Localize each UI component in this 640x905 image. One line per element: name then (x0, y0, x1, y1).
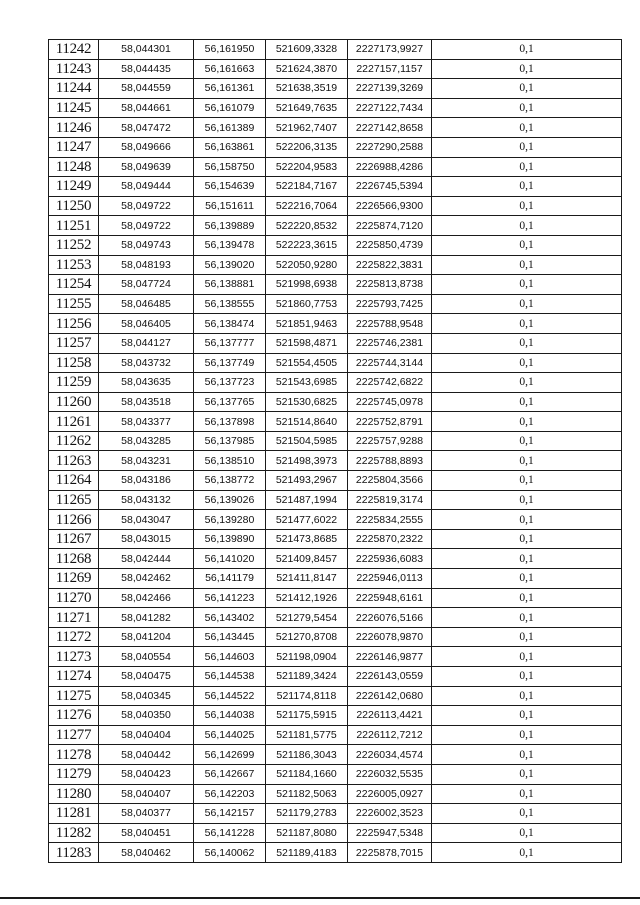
x-coordinate-cell: 522184,7167 (266, 177, 348, 197)
y-coordinate-cell: 2226002,3523 (348, 804, 432, 824)
longitude-cell: 56,137765 (194, 392, 266, 412)
table-row (49, 569, 622, 589)
latitude-cell: 58,049743 (99, 235, 194, 255)
latitude-cell: 58,040451 (99, 823, 194, 843)
longitude-cell: 56,139020 (194, 255, 266, 275)
x-coordinate-cell: 521543,6985 (266, 373, 348, 393)
accuracy-cell: 0,1 (432, 745, 622, 765)
point-number-cell: 11253 (49, 255, 99, 275)
y-coordinate-cell: 2225822,3831 (348, 255, 432, 275)
latitude-cell: 58,044559 (99, 79, 194, 99)
y-coordinate-cell: 2225878,7015 (348, 843, 432, 863)
y-coordinate-cell: 2226113,4421 (348, 706, 432, 726)
latitude-cell: 58,046405 (99, 314, 194, 334)
point-number-cell: 11249 (49, 177, 99, 197)
accuracy-cell: 0,1 (432, 98, 622, 118)
table-row (49, 745, 622, 765)
latitude-cell: 58,049444 (99, 177, 194, 197)
longitude-cell: 56,161950 (194, 40, 266, 60)
table-row (49, 314, 622, 334)
y-coordinate-cell: 2225788,8893 (348, 451, 432, 471)
point-number-cell: 11281 (49, 804, 99, 824)
y-coordinate-cell: 2225745,0978 (348, 392, 432, 412)
x-coordinate-cell: 521182,5063 (266, 784, 348, 804)
accuracy-cell: 0,1 (432, 725, 622, 745)
table-row (49, 843, 622, 863)
longitude-cell: 56,138881 (194, 275, 266, 295)
accuracy-cell: 0,1 (432, 216, 622, 236)
point-number-cell: 11250 (49, 196, 99, 216)
point-number-cell: 11283 (49, 843, 99, 863)
point-number-cell: 11251 (49, 216, 99, 236)
point-number-cell: 11262 (49, 431, 99, 451)
point-number-cell: 11258 (49, 353, 99, 373)
accuracy-cell: 0,1 (432, 431, 622, 451)
x-coordinate-cell: 521175,5915 (266, 706, 348, 726)
accuracy-cell: 0,1 (432, 275, 622, 295)
point-number-cell: 11260 (49, 392, 99, 412)
table-row (49, 59, 622, 79)
latitude-cell: 58,040377 (99, 804, 194, 824)
x-coordinate-cell: 521493,2967 (266, 471, 348, 491)
y-coordinate-cell: 2227139,3269 (348, 79, 432, 99)
point-number-cell: 11247 (49, 137, 99, 157)
longitude-cell: 56,137777 (194, 333, 266, 353)
accuracy-cell: 0,1 (432, 608, 622, 628)
latitude-cell: 58,047724 (99, 275, 194, 295)
accuracy-cell: 0,1 (432, 157, 622, 177)
accuracy-cell: 0,1 (432, 59, 622, 79)
x-coordinate-cell: 521477,6022 (266, 510, 348, 530)
latitude-cell: 58,041282 (99, 608, 194, 628)
table-row (49, 275, 622, 295)
point-number-cell: 11263 (49, 451, 99, 471)
latitude-cell: 58,042462 (99, 569, 194, 589)
latitude-cell: 58,043231 (99, 451, 194, 471)
accuracy-cell: 0,1 (432, 235, 622, 255)
x-coordinate-cell: 521174,8118 (266, 686, 348, 706)
table-row (49, 529, 622, 549)
table-row (49, 235, 622, 255)
table-row (49, 686, 622, 706)
y-coordinate-cell: 2227290,2588 (348, 137, 432, 157)
table-row (49, 823, 622, 843)
point-number-cell: 11256 (49, 314, 99, 334)
point-number-cell: 11257 (49, 333, 99, 353)
longitude-cell: 56,138474 (194, 314, 266, 334)
y-coordinate-cell: 2225757,9288 (348, 431, 432, 451)
x-coordinate-cell: 521279,5454 (266, 608, 348, 628)
y-coordinate-cell: 2225793,7425 (348, 294, 432, 314)
longitude-cell: 56,139890 (194, 529, 266, 549)
accuracy-cell: 0,1 (432, 510, 622, 530)
table-row (49, 804, 622, 824)
x-coordinate-cell: 521409,8457 (266, 549, 348, 569)
longitude-cell: 56,139889 (194, 216, 266, 236)
accuracy-cell: 0,1 (432, 764, 622, 784)
accuracy-cell: 0,1 (432, 353, 622, 373)
x-coordinate-cell: 521186,3043 (266, 745, 348, 765)
point-number-cell: 11246 (49, 118, 99, 138)
point-number-cell: 11245 (49, 98, 99, 118)
point-number-cell: 11255 (49, 294, 99, 314)
table-row (49, 118, 622, 138)
latitude-cell: 58,040462 (99, 843, 194, 863)
latitude-cell: 58,041204 (99, 627, 194, 647)
latitude-cell: 58,043186 (99, 471, 194, 491)
latitude-cell: 58,043132 (99, 490, 194, 510)
accuracy-cell: 0,1 (432, 843, 622, 863)
latitude-cell: 58,049722 (99, 196, 194, 216)
longitude-cell: 56,161663 (194, 59, 266, 79)
y-coordinate-cell: 2226112,7212 (348, 725, 432, 745)
latitude-cell: 58,040407 (99, 784, 194, 804)
x-coordinate-cell: 521179,2783 (266, 804, 348, 824)
point-number-cell: 11280 (49, 784, 99, 804)
coordinates-table-body (49, 40, 622, 863)
latitude-cell: 58,043377 (99, 412, 194, 432)
longitude-cell: 56,158750 (194, 157, 266, 177)
table-row (49, 137, 622, 157)
accuracy-cell: 0,1 (432, 647, 622, 667)
y-coordinate-cell: 2225746,2381 (348, 333, 432, 353)
x-coordinate-cell: 522206,3135 (266, 137, 348, 157)
x-coordinate-cell: 521411,8147 (266, 569, 348, 589)
longitude-cell: 56,138510 (194, 451, 266, 471)
latitude-cell: 58,043732 (99, 353, 194, 373)
x-coordinate-cell: 521498,3973 (266, 451, 348, 471)
longitude-cell: 56,163861 (194, 137, 266, 157)
latitude-cell: 58,044127 (99, 333, 194, 353)
latitude-cell: 58,043047 (99, 510, 194, 530)
longitude-cell: 56,151611 (194, 196, 266, 216)
y-coordinate-cell: 2225947,5348 (348, 823, 432, 843)
latitude-cell: 58,043635 (99, 373, 194, 393)
table-row (49, 549, 622, 569)
table-row (49, 784, 622, 804)
table-row (49, 588, 622, 608)
longitude-cell: 56,140062 (194, 843, 266, 863)
y-coordinate-cell: 2225744,3144 (348, 353, 432, 373)
accuracy-cell: 0,1 (432, 333, 622, 353)
point-number-cell: 11268 (49, 549, 99, 569)
y-coordinate-cell: 2226076,5166 (348, 608, 432, 628)
y-coordinate-cell: 2225804,3566 (348, 471, 432, 491)
y-coordinate-cell: 2225742,6822 (348, 373, 432, 393)
latitude-cell: 58,042444 (99, 549, 194, 569)
x-coordinate-cell: 521270,8708 (266, 627, 348, 647)
accuracy-cell: 0,1 (432, 196, 622, 216)
x-coordinate-cell: 522050,9280 (266, 255, 348, 275)
longitude-cell: 56,141228 (194, 823, 266, 843)
y-coordinate-cell: 2226143,0559 (348, 667, 432, 687)
y-coordinate-cell: 2225834,2555 (348, 510, 432, 530)
table-row (49, 79, 622, 99)
point-number-cell: 11242 (49, 40, 99, 60)
latitude-cell: 58,044661 (99, 98, 194, 118)
y-coordinate-cell: 2226988,4286 (348, 157, 432, 177)
accuracy-cell: 0,1 (432, 471, 622, 491)
latitude-cell: 58,048193 (99, 255, 194, 275)
longitude-cell: 56,137898 (194, 412, 266, 432)
table-row (49, 608, 622, 628)
y-coordinate-cell: 2227142,8658 (348, 118, 432, 138)
accuracy-cell: 0,1 (432, 804, 622, 824)
point-number-cell: 11248 (49, 157, 99, 177)
longitude-cell: 56,141179 (194, 569, 266, 589)
x-coordinate-cell: 522223,3615 (266, 235, 348, 255)
point-number-cell: 11259 (49, 373, 99, 393)
accuracy-cell: 0,1 (432, 667, 622, 687)
table-row (49, 627, 622, 647)
y-coordinate-cell: 2226005,0927 (348, 784, 432, 804)
table-row (49, 451, 622, 471)
x-coordinate-cell: 521962,7407 (266, 118, 348, 138)
latitude-cell: 58,040345 (99, 686, 194, 706)
longitude-cell: 56,139280 (194, 510, 266, 530)
point-number-cell: 11270 (49, 588, 99, 608)
point-number-cell: 11252 (49, 235, 99, 255)
y-coordinate-cell: 2225813,8738 (348, 275, 432, 295)
table-row (49, 471, 622, 491)
y-coordinate-cell: 2225946,0113 (348, 569, 432, 589)
latitude-cell: 58,043518 (99, 392, 194, 412)
x-coordinate-cell: 521554,4505 (266, 353, 348, 373)
table-row (49, 667, 622, 687)
accuracy-cell: 0,1 (432, 255, 622, 275)
longitude-cell: 56,161361 (194, 79, 266, 99)
x-coordinate-cell: 521860,7753 (266, 294, 348, 314)
point-number-cell: 11264 (49, 471, 99, 491)
x-coordinate-cell: 521530,6825 (266, 392, 348, 412)
longitude-cell: 56,143402 (194, 608, 266, 628)
point-number-cell: 11261 (49, 412, 99, 432)
y-coordinate-cell: 2226745,5394 (348, 177, 432, 197)
y-coordinate-cell: 2226034,4574 (348, 745, 432, 765)
point-number-cell: 11278 (49, 745, 99, 765)
point-number-cell: 11275 (49, 686, 99, 706)
longitude-cell: 56,161079 (194, 98, 266, 118)
latitude-cell: 58,043015 (99, 529, 194, 549)
latitude-cell: 58,043285 (99, 431, 194, 451)
y-coordinate-cell: 2227173,9927 (348, 40, 432, 60)
latitude-cell: 58,040423 (99, 764, 194, 784)
point-number-cell: 11269 (49, 569, 99, 589)
table-row (49, 216, 622, 236)
longitude-cell: 56,141223 (194, 588, 266, 608)
accuracy-cell: 0,1 (432, 373, 622, 393)
y-coordinate-cell: 2226078,9870 (348, 627, 432, 647)
x-coordinate-cell: 521181,5775 (266, 725, 348, 745)
table-row (49, 647, 622, 667)
x-coordinate-cell: 521504,5985 (266, 431, 348, 451)
table-row (49, 40, 622, 60)
longitude-cell: 56,144522 (194, 686, 266, 706)
latitude-cell: 58,040442 (99, 745, 194, 765)
x-coordinate-cell: 522204,9583 (266, 157, 348, 177)
point-number-cell: 11271 (49, 608, 99, 628)
accuracy-cell: 0,1 (432, 294, 622, 314)
longitude-cell: 56,144603 (194, 647, 266, 667)
longitude-cell: 56,138555 (194, 294, 266, 314)
point-number-cell: 11244 (49, 79, 99, 99)
longitude-cell: 56,142667 (194, 764, 266, 784)
latitude-cell: 58,044435 (99, 59, 194, 79)
y-coordinate-cell: 2226142,0680 (348, 686, 432, 706)
table-row (49, 725, 622, 745)
point-number-cell: 11243 (49, 59, 99, 79)
latitude-cell: 58,044301 (99, 40, 194, 60)
latitude-cell: 58,047472 (99, 118, 194, 138)
x-coordinate-cell: 521187,8080 (266, 823, 348, 843)
latitude-cell: 58,049666 (99, 137, 194, 157)
point-number-cell: 11273 (49, 647, 99, 667)
longitude-cell: 56,142157 (194, 804, 266, 824)
point-number-cell: 11267 (49, 529, 99, 549)
accuracy-cell: 0,1 (432, 490, 622, 510)
y-coordinate-cell: 2226566,9300 (348, 196, 432, 216)
accuracy-cell: 0,1 (432, 118, 622, 138)
point-number-cell: 11266 (49, 510, 99, 530)
table-row (49, 196, 622, 216)
x-coordinate-cell: 521998,6938 (266, 275, 348, 295)
accuracy-cell: 0,1 (432, 314, 622, 334)
longitude-cell: 56,139478 (194, 235, 266, 255)
y-coordinate-cell: 2227122,7434 (348, 98, 432, 118)
x-coordinate-cell: 521851,9463 (266, 314, 348, 334)
accuracy-cell: 0,1 (432, 137, 622, 157)
longitude-cell: 56,142203 (194, 784, 266, 804)
x-coordinate-cell: 521609,3328 (266, 40, 348, 60)
latitude-cell: 58,040404 (99, 725, 194, 745)
table-row (49, 98, 622, 118)
y-coordinate-cell: 2225948,6161 (348, 588, 432, 608)
latitude-cell: 58,042466 (99, 588, 194, 608)
longitude-cell: 56,142699 (194, 745, 266, 765)
latitude-cell: 58,046485 (99, 294, 194, 314)
table-row (49, 706, 622, 726)
y-coordinate-cell: 2226032,5535 (348, 764, 432, 784)
y-coordinate-cell: 2226146,9877 (348, 647, 432, 667)
accuracy-cell: 0,1 (432, 412, 622, 432)
accuracy-cell: 0,1 (432, 569, 622, 589)
point-number-cell: 11276 (49, 706, 99, 726)
table-row (49, 510, 622, 530)
longitude-cell: 56,137985 (194, 431, 266, 451)
x-coordinate-cell: 521638,3519 (266, 79, 348, 99)
point-number-cell: 11254 (49, 275, 99, 295)
accuracy-cell: 0,1 (432, 588, 622, 608)
point-number-cell: 11282 (49, 823, 99, 843)
x-coordinate-cell: 521487,1994 (266, 490, 348, 510)
longitude-cell: 56,138772 (194, 471, 266, 491)
longitude-cell: 56,137723 (194, 373, 266, 393)
x-coordinate-cell: 521473,8685 (266, 529, 348, 549)
table-row (49, 431, 622, 451)
x-coordinate-cell: 522216,7064 (266, 196, 348, 216)
y-coordinate-cell: 2225850,4739 (348, 235, 432, 255)
point-number-cell: 11279 (49, 764, 99, 784)
x-coordinate-cell: 521598,4871 (266, 333, 348, 353)
x-coordinate-cell: 522220,8532 (266, 216, 348, 236)
page-bottom-rule (0, 897, 640, 899)
accuracy-cell: 0,1 (432, 392, 622, 412)
longitude-cell: 56,141020 (194, 549, 266, 569)
point-number-cell: 11277 (49, 725, 99, 745)
longitude-cell: 56,144538 (194, 667, 266, 687)
x-coordinate-cell: 521198,0904 (266, 647, 348, 667)
y-coordinate-cell: 2225752,8791 (348, 412, 432, 432)
y-coordinate-cell: 2225936,6083 (348, 549, 432, 569)
latitude-cell: 58,040475 (99, 667, 194, 687)
table-row (49, 333, 622, 353)
y-coordinate-cell: 2225870,2322 (348, 529, 432, 549)
accuracy-cell: 0,1 (432, 529, 622, 549)
latitude-cell: 58,040350 (99, 706, 194, 726)
table-row (49, 764, 622, 784)
longitude-cell: 56,137749 (194, 353, 266, 373)
accuracy-cell: 0,1 (432, 784, 622, 804)
x-coordinate-cell: 521189,3424 (266, 667, 348, 687)
longitude-cell: 56,143445 (194, 627, 266, 647)
accuracy-cell: 0,1 (432, 79, 622, 99)
x-coordinate-cell: 521649,7635 (266, 98, 348, 118)
table-row (49, 392, 622, 412)
accuracy-cell: 0,1 (432, 706, 622, 726)
table-row (49, 294, 622, 314)
longitude-cell: 56,144038 (194, 706, 266, 726)
latitude-cell: 58,040554 (99, 647, 194, 667)
y-coordinate-cell: 2227157,1157 (348, 59, 432, 79)
y-coordinate-cell: 2225874,7120 (348, 216, 432, 236)
accuracy-cell: 0,1 (432, 823, 622, 843)
table-row (49, 490, 622, 510)
latitude-cell: 58,049722 (99, 216, 194, 236)
x-coordinate-cell: 521624,3870 (266, 59, 348, 79)
table-row (49, 255, 622, 275)
x-coordinate-cell: 521514,8640 (266, 412, 348, 432)
accuracy-cell: 0,1 (432, 177, 622, 197)
accuracy-cell: 0,1 (432, 549, 622, 569)
table-row (49, 373, 622, 393)
point-number-cell: 11265 (49, 490, 99, 510)
longitude-cell: 56,144025 (194, 725, 266, 745)
longitude-cell: 56,154639 (194, 177, 266, 197)
accuracy-cell: 0,1 (432, 40, 622, 60)
accuracy-cell: 0,1 (432, 451, 622, 471)
table-row (49, 157, 622, 177)
point-number-cell: 11272 (49, 627, 99, 647)
table-row (49, 353, 622, 373)
coordinates-table (48, 39, 622, 863)
point-number-cell: 11274 (49, 667, 99, 687)
longitude-cell: 56,139026 (194, 490, 266, 510)
latitude-cell: 58,049639 (99, 157, 194, 177)
table-row (49, 412, 622, 432)
table-row (49, 177, 622, 197)
x-coordinate-cell: 521412,1926 (266, 588, 348, 608)
accuracy-cell: 0,1 (432, 627, 622, 647)
accuracy-cell: 0,1 (432, 686, 622, 706)
y-coordinate-cell: 2225819,3174 (348, 490, 432, 510)
x-coordinate-cell: 521189,4183 (266, 843, 348, 863)
y-coordinate-cell: 2225788,9548 (348, 314, 432, 334)
longitude-cell: 56,161389 (194, 118, 266, 138)
x-coordinate-cell: 521184,1660 (266, 764, 348, 784)
